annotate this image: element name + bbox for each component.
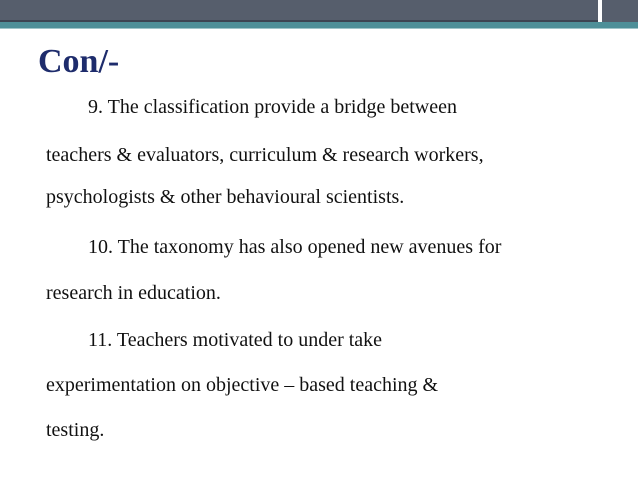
body-line-item-10-cont: research in education. xyxy=(46,282,221,304)
top-banner-main xyxy=(0,0,598,22)
body-line-item-11-cont-1: experimentation on objective – based teaching & xyxy=(46,374,439,396)
body-line-item-10-start: 10. The taxonomy has also opened new avenues for xyxy=(88,236,502,258)
body-line-item-9-cont-2: psychologists & other behavioural scientists. xyxy=(46,186,405,208)
top-banner-end xyxy=(602,0,638,22)
slide-title: Con/- xyxy=(38,43,120,80)
top-banner xyxy=(0,0,638,22)
body-line-item-9-cont-1: teachers & evaluators, curriculum & research workers, xyxy=(46,144,484,166)
body-line-item-11-cont-2: testing. xyxy=(46,419,105,441)
accent-bar xyxy=(0,22,638,28)
body-line-item-11-start: 11. Teachers motivated to under take xyxy=(88,329,383,351)
body-line-item-9-start: 9. The classification provide a bridge between xyxy=(88,96,457,118)
